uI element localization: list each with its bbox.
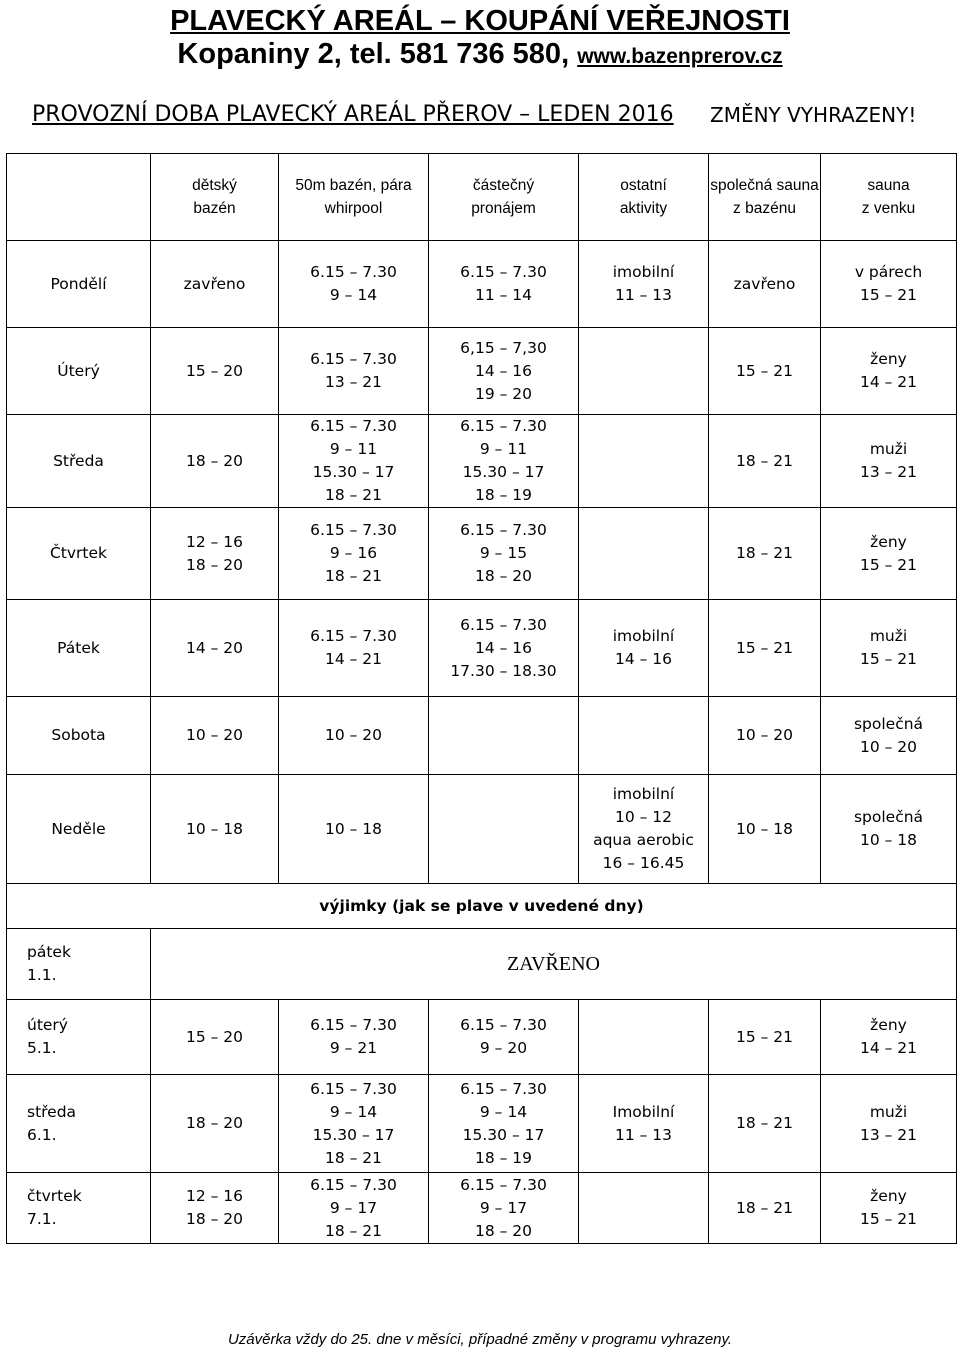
header-c5 <box>709 154 821 241</box>
cell-line: 5.1. <box>27 1039 57 1057</box>
cell-line: 6.15 – 7.30 <box>460 1016 547 1034</box>
cell-c6 <box>821 697 957 775</box>
cell-line: 18 – 21 <box>324 567 383 585</box>
cell-line: 14 – 21 <box>859 1039 918 1057</box>
cell-c6 <box>821 328 957 415</box>
cell-c4 <box>579 415 709 508</box>
cell-line: 18 – 20 <box>474 567 533 585</box>
cell-c2 <box>279 508 429 600</box>
cell-line: společná <box>853 808 924 826</box>
exceptions-title: výjimky (jak se plave v uvedené dny) <box>7 884 957 929</box>
cell-c6 <box>821 600 957 697</box>
cell-c2 <box>279 600 429 697</box>
cell-line: muži <box>869 1102 908 1121</box>
cell-c1 <box>151 1075 279 1173</box>
cell-line: 12 – 16 <box>185 532 244 551</box>
exception-day <box>7 1075 151 1173</box>
cell-line: 15 – 20 <box>185 361 244 380</box>
header-c1 <box>151 154 279 241</box>
cell-line: 13 – 21 <box>324 373 383 391</box>
cell-line: 9 – 14 <box>329 1102 378 1121</box>
cell-line: 6.15 – 7.30 <box>310 350 397 368</box>
cell-line: bazén <box>193 200 236 217</box>
contact-line <box>0 37 960 74</box>
cell-c5 <box>709 697 821 775</box>
cell-line: 9 – 17 <box>329 1198 378 1217</box>
cell-c5 <box>709 1000 821 1075</box>
cell-line: ženy <box>870 350 907 368</box>
cell-line: 6.15 – 7.30 <box>310 1079 397 1098</box>
exception-day <box>7 1000 151 1075</box>
cell-line: 18 – 21 <box>324 1148 383 1167</box>
cell-c1 <box>151 415 279 508</box>
cell-line: 10 – 20 <box>735 726 794 744</box>
header-c6 <box>821 154 957 241</box>
cell-line: 13 – 21 <box>859 463 918 481</box>
exception-day <box>7 1173 151 1244</box>
cell-line: 6.15 – 7.30 <box>310 521 397 539</box>
cell-line: 18 – 21 <box>735 544 794 562</box>
cell-line: 15 – 21 <box>859 555 918 574</box>
cell-line: 14 – 21 <box>859 373 918 391</box>
cell-c5 <box>709 1075 821 1173</box>
cell-c3 <box>429 508 579 600</box>
cell-line: 15 – 21 <box>859 286 918 304</box>
cell-c6 <box>821 1173 957 1244</box>
cell-line: 9 – 21 <box>329 1039 378 1057</box>
cell-line: 10 – 20 <box>859 737 918 756</box>
cell-line: 15 – 21 <box>859 650 918 668</box>
cell-c6 <box>821 415 957 508</box>
cell-line: 14 – 16 <box>474 638 533 657</box>
cell-line: 6.15 – 7.30 <box>460 1079 547 1098</box>
cell-line: 17.30 – 18.30 <box>450 661 557 680</box>
cell-c6 <box>821 775 957 884</box>
cell-line: 15 – 21 <box>859 1210 918 1228</box>
cell-line: 14 – 16 <box>614 650 673 668</box>
cell-line: 6.15 – 7.30 <box>460 417 547 435</box>
cell-c4 <box>579 1173 709 1244</box>
header-c4 <box>579 154 709 241</box>
cell-c5 <box>709 775 821 884</box>
cell-line: aktivity <box>619 200 668 217</box>
cell-line: 1.1. <box>27 966 57 984</box>
cell-line: 15 – 21 <box>735 361 794 380</box>
cell-c2 <box>279 241 429 328</box>
cell-c2 <box>279 415 429 508</box>
cell-c6 <box>821 1075 957 1173</box>
cell-c4 <box>579 1075 709 1173</box>
cell-line: ženy <box>870 1016 907 1034</box>
schedule-subtitle: PROVOZNÍ DOBA PLAVECKÝ AREÁL PŘEROV – LEDEN 2016 <box>32 102 674 127</box>
cell-line: whirpool <box>324 200 383 217</box>
cell-c3 <box>429 415 579 508</box>
cell-c3 <box>429 1173 579 1244</box>
cell-line: 6.15 – 7.30 <box>460 1175 547 1194</box>
cell-c4 <box>579 508 709 600</box>
cell-line: pronájem <box>471 200 536 217</box>
cell-line: 6.15 – 7.30 <box>310 263 397 281</box>
cell-line: 18 – 19 <box>474 486 533 504</box>
cell-c4 <box>579 241 709 328</box>
cell-line: úterý <box>27 1016 68 1034</box>
cell-line: 10 – 18 <box>324 819 383 838</box>
cell-line: společná <box>853 714 924 733</box>
cell-c2 <box>279 1173 429 1244</box>
cell-line: 11 – 13 <box>614 1125 673 1144</box>
cell-line: 6.15 – 7.30 <box>460 615 547 634</box>
cell-line: 9 – 14 <box>479 1102 528 1121</box>
cell-line: 15.30 – 17 <box>462 463 545 481</box>
cell-c1 <box>151 600 279 697</box>
cell-line: 6.15 – 7.30 <box>310 627 397 645</box>
exception-row-jan5 <box>7 1000 957 1075</box>
cell-c6 <box>821 241 957 328</box>
cell-line: částečný <box>472 177 535 194</box>
cell-c1 <box>151 1000 279 1075</box>
cell-line: 18 – 21 <box>735 451 794 470</box>
cell-line: 9 – 17 <box>479 1198 528 1217</box>
exception-row-jan1 <box>7 929 957 1000</box>
cell-line: 18 – 21 <box>735 1114 794 1132</box>
cell-c2 <box>279 1000 429 1075</box>
cell-line: 18 – 20 <box>185 555 244 574</box>
row-wednesday <box>7 415 957 508</box>
closed-label: ZAVŘENO <box>151 929 957 1000</box>
header-day-cell <box>7 154 151 241</box>
cell-c6 <box>821 1000 957 1075</box>
row-monday <box>7 241 957 328</box>
day-label: Pátek <box>7 600 151 697</box>
cell-line: 15 – 21 <box>735 638 794 657</box>
cell-line: 11 – 13 <box>614 286 673 304</box>
page-title: PLAVECKÝ AREÁL – KOUPÁNÍ VEŘEJNOSTI <box>170 5 790 37</box>
cell-c1 <box>151 241 279 328</box>
day-label: Čtvrtek <box>7 508 151 600</box>
changes-note: ZMĚNY VYHRAZENY! <box>710 103 917 127</box>
cell-c2 <box>279 1075 429 1173</box>
cell-line: 7.1. <box>27 1210 57 1228</box>
cell-line: aqua aerobic <box>593 831 694 849</box>
cell-c5 <box>709 328 821 415</box>
cell-line: 14 – 21 <box>324 650 383 668</box>
cell-line: 18 – 21 <box>324 486 383 504</box>
cell-line: 10 – 18 <box>735 819 794 838</box>
cell-line: 10 – 18 <box>859 831 918 849</box>
header-c3 <box>429 154 579 241</box>
address-phone: Kopaniny 2, tel. 581 736 580, <box>177 38 570 70</box>
cell-c1 <box>151 697 279 775</box>
cell-line: 10 – 20 <box>324 726 383 744</box>
cell-line: imobilní <box>612 263 675 281</box>
day-label: Středa <box>7 415 151 508</box>
cell-line: 6.15 – 7.30 <box>310 1016 397 1034</box>
day-label: Pondělí <box>7 241 151 328</box>
cell-line: 18 – 20 <box>185 1210 244 1228</box>
cell-line: imobilní <box>612 785 675 803</box>
cell-line: ženy <box>870 532 907 551</box>
exception-day <box>7 929 151 1000</box>
cell-line: 13 – 21 <box>859 1125 918 1144</box>
cell-line: Imobilní <box>612 1102 675 1121</box>
cell-c1 <box>151 775 279 884</box>
cell-line: 11 – 14 <box>474 286 533 304</box>
cell-line: 6.1. <box>27 1125 57 1144</box>
exception-row-jan6 <box>7 1075 957 1173</box>
cell-c5 <box>709 600 821 697</box>
cell-line: z venku <box>861 200 916 217</box>
cell-line: 9 – 20 <box>479 1039 528 1057</box>
cell-line: 10 – 20 <box>185 726 244 744</box>
footer-note: Uzávěrka vždy do 25. dne v měsíci, případné změny v programu vyhrazeny. <box>227 1331 733 1348</box>
cell-c1 <box>151 328 279 415</box>
cell-c3 <box>429 1075 579 1173</box>
cell-line: muži <box>869 440 908 458</box>
cell-line: zavřeno <box>733 274 796 293</box>
cell-line: 6.15 – 7.30 <box>310 417 397 435</box>
day-label: Neděle <box>7 775 151 884</box>
cell-c2 <box>279 328 429 415</box>
cell-c2 <box>279 697 429 775</box>
cell-line: v párech <box>854 263 923 281</box>
cell-line: čtvrtek <box>27 1187 82 1205</box>
cell-line: 15.30 – 17 <box>462 1125 545 1144</box>
cell-c3 <box>429 600 579 697</box>
cell-line: z bazénu <box>733 200 796 217</box>
header-c2 <box>279 154 429 241</box>
cell-line: středa <box>27 1102 77 1121</box>
cell-line: 19 – 20 <box>474 384 533 403</box>
cell-line: sauna <box>867 177 910 194</box>
exceptions-header-row <box>7 884 957 929</box>
cell-line: pátek <box>27 943 71 961</box>
schedule-table <box>6 153 957 1244</box>
cell-line: imobilní <box>612 627 675 645</box>
cell-c1 <box>151 1173 279 1244</box>
row-friday <box>7 600 957 697</box>
cell-line: 15.30 – 17 <box>312 463 395 481</box>
cell-line: 10 – 12 <box>614 808 673 826</box>
row-tuesday <box>7 328 957 415</box>
cell-c3 <box>429 1000 579 1075</box>
cell-c6 <box>821 508 957 600</box>
cell-c2 <box>279 775 429 884</box>
cell-line: 6.15 – 7.30 <box>460 263 547 281</box>
cell-line: 12 – 16 <box>185 1187 244 1205</box>
cell-line: 6.15 – 7.30 <box>310 1175 397 1194</box>
cell-c4 <box>579 328 709 415</box>
cell-line: 18 – 20 <box>185 451 244 470</box>
cell-line: 6.15 – 7.30 <box>460 521 547 539</box>
exception-row-jan7 <box>7 1173 957 1244</box>
cell-line: 18 – 19 <box>474 1148 533 1167</box>
cell-c5 <box>709 241 821 328</box>
cell-line: 18 – 21 <box>324 1221 383 1240</box>
cell-line: 9 – 16 <box>329 544 378 562</box>
row-sunday <box>7 775 957 884</box>
cell-c4 <box>579 600 709 697</box>
cell-c3 <box>429 328 579 415</box>
website-link[interactable]: www.bazenprerov.cz <box>577 45 783 68</box>
cell-c5 <box>709 1173 821 1244</box>
cell-c4 <box>579 1000 709 1075</box>
cell-line: 18 – 20 <box>474 1221 533 1240</box>
header-row <box>7 154 957 241</box>
cell-line: 18 – 21 <box>735 1198 794 1217</box>
cell-c3 <box>429 697 579 775</box>
cell-c5 <box>709 508 821 600</box>
cell-line: 50m bazén, pára <box>295 177 412 194</box>
row-saturday <box>7 697 957 775</box>
cell-line: 9 – 14 <box>329 286 378 304</box>
cell-line: 18 – 20 <box>185 1114 244 1132</box>
cell-line: 15 – 21 <box>735 1027 794 1046</box>
day-label: Sobota <box>7 697 151 775</box>
cell-line: 9 – 11 <box>329 440 378 458</box>
cell-line: společná sauna <box>710 177 819 194</box>
day-label: Úterý <box>7 328 151 415</box>
cell-c4 <box>579 775 709 884</box>
cell-line: 10 – 18 <box>185 819 244 838</box>
cell-c3 <box>429 775 579 884</box>
cell-line: 15 – 20 <box>185 1027 244 1046</box>
cell-line: 14 – 16 <box>474 361 533 380</box>
cell-c3 <box>429 241 579 328</box>
cell-line: 6,15 – 7,30 <box>460 338 547 357</box>
cell-line: 14 – 20 <box>185 638 244 657</box>
cell-c1 <box>151 508 279 600</box>
cell-line: 9 – 11 <box>479 440 528 458</box>
cell-line: 15.30 – 17 <box>312 1125 395 1144</box>
cell-line: zavřeno <box>183 274 246 293</box>
cell-line: ženy <box>870 1187 907 1205</box>
row-thursday <box>7 508 957 600</box>
cell-line: muži <box>869 627 908 645</box>
cell-line: ostatní <box>620 177 667 194</box>
cell-line: dětský <box>192 177 237 194</box>
cell-line: 16 – 16.45 <box>602 854 685 872</box>
cell-c4 <box>579 697 709 775</box>
cell-c5 <box>709 415 821 508</box>
cell-line: 9 – 15 <box>479 544 528 562</box>
